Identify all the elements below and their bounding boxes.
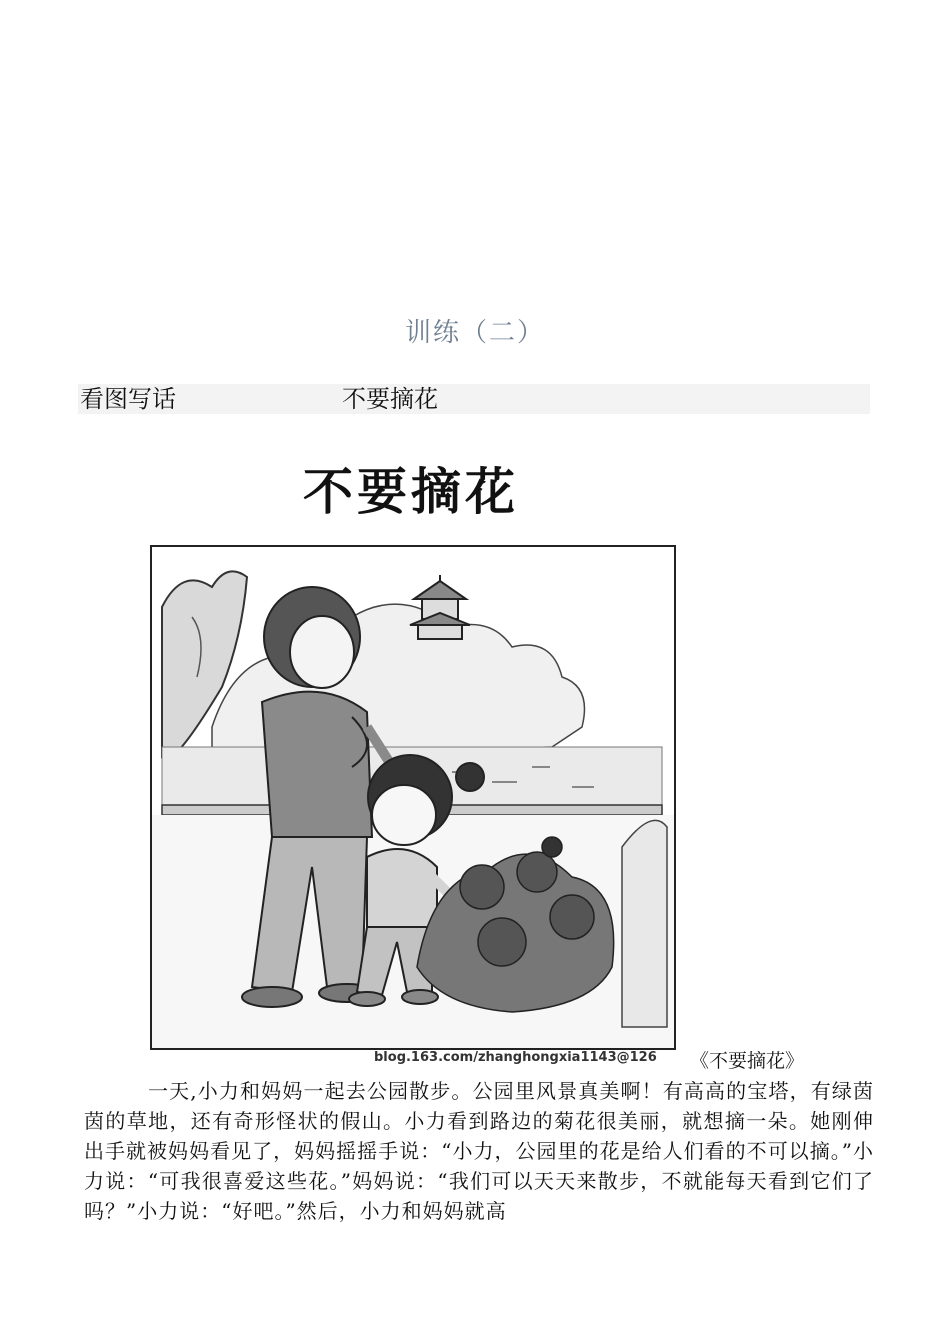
pagoda <box>410 575 470 639</box>
plants-right <box>622 820 667 1027</box>
exercise-type-label: 看图写话 <box>80 385 176 413</box>
illustration-watermark: blog.163.com/zhanghongxia1143@126 <box>374 1050 657 1065</box>
exercise-heading <box>78 384 870 414</box>
illustration-title: 不要摘花 <box>303 463 519 521</box>
illustration-mother-daughter-flowers <box>150 545 676 1050</box>
story-paragraph: 一天,小力和妈妈一起去公园散步。公园里风景真美啊！有高高的宝塔，有绿茵茵的草地，还有奇形怪状的假山。小力看到路边的菊花很美丽，就想摘一朵。她刚伸出手就被妈妈看见了，妈妈摇摇手说：“小力，公园里的花是给人们看的不可以摘。”小力说：“可我很喜爱这些花。”妈妈说：“我们可以天天来散步，不就能每天看到它们了吗？”小力说：“好吧。”然后，小力和妈妈就高 <box>84 1079 874 1223</box>
illustration-caption: 《不要摘花》 <box>690 1050 805 1072</box>
section-title: 训练（二） <box>404 318 545 348</box>
exercise-subject: 不要摘花 <box>342 385 438 413</box>
